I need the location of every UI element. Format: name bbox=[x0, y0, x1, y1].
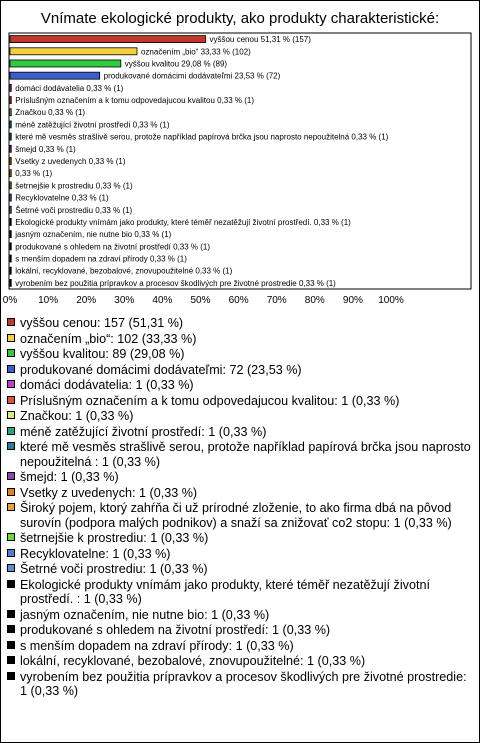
legend-swatch bbox=[7, 442, 15, 450]
bar-label-6: Príslušným označením a k tomu odpovedajucou kvalitou 0,33 % (1) bbox=[15, 96, 255, 106]
bar-17 bbox=[10, 231, 11, 238]
legend-swatch bbox=[7, 610, 15, 618]
legend-swatch bbox=[7, 549, 15, 557]
legend-item bbox=[7, 562, 473, 577]
legend-label: Šetrné voči prostrediu: 1 (0,33 %) bbox=[20, 562, 208, 576]
bar-13 bbox=[10, 182, 11, 189]
legend-item bbox=[7, 639, 473, 654]
legend-item bbox=[7, 316, 473, 331]
legend-label: produkované s ohledem na životní prostředí: 1 (0,33 %) bbox=[20, 623, 331, 637]
bar-label-19: s menším dopadem na zdraví přírody 0,33 % (1) bbox=[15, 254, 187, 264]
legend-swatch bbox=[7, 533, 15, 541]
bar-label-15: Šetrné voči prostrediu 0,33 % (1) bbox=[15, 205, 133, 215]
legend-label: Ekologické produkty vnímám jako produkty, které téměř nezatěžují životní prostředí. : 1 (0,33 %) bbox=[20, 577, 430, 606]
bar-14 bbox=[10, 194, 11, 201]
chart-title: Vnímate ekologické produkty, ako produkty charakteristické: bbox=[40, 10, 440, 27]
legend-swatch bbox=[7, 396, 15, 404]
bar-8 bbox=[10, 121, 11, 128]
x-tick-7: 70% bbox=[266, 295, 287, 306]
legend-label: označením „bio“: 102 (33,33 %) bbox=[20, 331, 197, 346]
legend-item bbox=[7, 440, 473, 469]
legend-label: Značkou: 1 (0,33 %) bbox=[20, 409, 134, 423]
legend-label: méně zatěžující životní prostředí: 1 (0,33 %) bbox=[20, 424, 267, 439]
legend-swatch bbox=[7, 656, 15, 664]
bar-label-16: Ekologické produkty vnímám jako produkty, které téměř nezatěžují životní prostředí. 0,33 % (1) bbox=[15, 217, 351, 227]
legend-label: produkované domácimi dodávateľmi: 72 (23,53 %) bbox=[20, 362, 302, 377]
bar-1 bbox=[10, 36, 205, 43]
legend-swatch bbox=[7, 411, 15, 419]
bar-label-13: šetrnejšie k prostrediu 0,33 % (1) bbox=[15, 181, 133, 191]
bar-11 bbox=[10, 158, 11, 165]
legend-swatch bbox=[7, 349, 15, 357]
x-tick-9: 90% bbox=[342, 295, 363, 306]
legend-swatch bbox=[7, 672, 15, 680]
legend-swatch bbox=[7, 365, 15, 373]
legend-label: Príslušným označením a k tomu odpovedajucou kvalitou: 1 (0,33 %) bbox=[20, 393, 400, 408]
legend-item bbox=[7, 578, 473, 607]
legend-item bbox=[7, 409, 473, 424]
legend-swatch bbox=[7, 427, 15, 435]
legend-label: s menším dopadem na zdraví přírody: 1 (0,33 %) bbox=[20, 638, 294, 653]
bar-16 bbox=[10, 218, 11, 225]
legend-item bbox=[7, 531, 473, 546]
bar-label-11: Vsetky z uvedenych 0,33 % (1) bbox=[15, 157, 126, 166]
legend-item bbox=[7, 363, 473, 378]
bar-label-14: Recyklovatelne 0,33 % (1) bbox=[15, 193, 109, 203]
bar-label-20: lokální, recyklované, bezobalové, znovupoužitelné 0,33 % (1) bbox=[15, 266, 233, 276]
bar-20 bbox=[10, 267, 11, 274]
x-tick-5: 50% bbox=[190, 295, 211, 306]
legend-item bbox=[7, 394, 473, 409]
x-tick-10: 100% bbox=[378, 295, 404, 306]
legend-item bbox=[7, 347, 473, 362]
bar-6 bbox=[10, 97, 11, 104]
legend-item bbox=[7, 470, 473, 485]
bar-10 bbox=[10, 145, 11, 152]
legend-swatch bbox=[7, 380, 15, 388]
bar-label-8: méně zatěžující životní prostředí 0,33 % (1) bbox=[15, 120, 170, 130]
bar-label-10: šmejd 0,33 % (1) bbox=[15, 144, 76, 154]
legend-label: šetrnejšie k prostrediu: 1 (0,33 %) bbox=[20, 531, 209, 545]
bar-label-9: které mě vesměs strašlivě serou, protože například papírová brčka jsou naprosto nepoužitelná 0,33 % (1) bbox=[15, 132, 389, 142]
legend-swatch bbox=[7, 488, 15, 496]
x-tick-0: 0% bbox=[2, 295, 18, 306]
legend-item bbox=[7, 332, 473, 347]
legend-swatch bbox=[7, 318, 15, 326]
bar-label-7: Značkou 0,33 % (1) bbox=[15, 108, 86, 118]
bar-label-17: jasným označením, nie nutne bio 0,33 % (1) bbox=[15, 230, 172, 240]
legend-swatch bbox=[7, 503, 15, 511]
bar-19 bbox=[10, 255, 11, 262]
bar-4 bbox=[10, 72, 100, 79]
bar-7 bbox=[10, 109, 11, 116]
bar-label-4: produkované domácimi dodávateľmi 23,53 % (72) bbox=[103, 71, 281, 81]
legend-swatch bbox=[7, 625, 15, 633]
legend-item bbox=[7, 670, 473, 699]
bar-label-3: vyššou kvalitou 29,08 % (89) bbox=[124, 59, 228, 69]
legend-swatch bbox=[7, 472, 15, 480]
legend-item bbox=[7, 425, 473, 440]
legend-swatch bbox=[7, 564, 15, 572]
bar-2 bbox=[10, 48, 137, 55]
bar-label-18: produkované s ohledem na životní prostředí 0,33 % (1) bbox=[15, 242, 211, 252]
legend-label: vyššou cenou: 157 (51,31 %) bbox=[20, 316, 184, 330]
bar-label-21: vyrobením bez použitia prípravkov a procesov škodlivých pre životné prostredie 0,33 % (1) bbox=[15, 278, 336, 288]
bar-15 bbox=[10, 206, 11, 213]
legend bbox=[7, 316, 473, 700]
x-tick-6: 60% bbox=[228, 295, 249, 306]
legend-label: jasným označením, nie nutne bio: 1 (0,33 %) bbox=[20, 607, 270, 622]
legend-item bbox=[7, 501, 473, 530]
bar-3 bbox=[10, 60, 121, 67]
legend-label: které mě vesměs strašlivě serou, protože například papírová brčka jsou naprosto nepoužitelná : 1 (0,33 %) bbox=[20, 440, 471, 469]
legend-label: domáci dodávatelia: 1 (0,33 %) bbox=[20, 378, 194, 392]
bar-chart bbox=[0, 0, 480, 312]
bar-label-12: 0,33 % (1) bbox=[15, 169, 53, 179]
legend-label: lokální, recyklované, bezobalové, znovupoužitelné: 1 (0,33 %) bbox=[20, 654, 366, 668]
legend-label: Vsetky z uvedenych: 1 (0,33 %) bbox=[20, 485, 198, 500]
bar-label-1: vyššou cenou 51,31 % (157) bbox=[209, 35, 311, 45]
bar-18 bbox=[10, 243, 11, 250]
legend-item bbox=[7, 547, 473, 562]
legend-item bbox=[7, 654, 473, 669]
x-tick-8: 80% bbox=[304, 295, 325, 306]
bar-label-2: označením „bio“ 33,33 % (102) bbox=[140, 47, 251, 57]
x-tick-4: 40% bbox=[152, 295, 173, 306]
bar-5 bbox=[10, 84, 11, 91]
legend-label: Recyklovatelne: 1 (0,33 %) bbox=[20, 546, 171, 561]
legend-item bbox=[7, 378, 473, 393]
x-tick-2: 20% bbox=[76, 295, 97, 306]
legend-swatch bbox=[7, 580, 15, 588]
legend-label: vyššou kvalitou: 89 (29,08 %) bbox=[20, 347, 185, 361]
legend-label: šmejd: 1 (0,33 %) bbox=[20, 470, 119, 484]
legend-label: Široký pojem, ktorý zahŕňa či už prírodné zloženie, to ako firma dbá na pôvod surovín (podpora malých podnikov) a snaží sa znižovať co2 stopu: 1 (0,33 %) bbox=[20, 501, 452, 530]
bar-21 bbox=[10, 279, 11, 286]
x-tick-3: 30% bbox=[114, 295, 135, 306]
bar-9 bbox=[10, 133, 11, 140]
legend-swatch bbox=[7, 641, 15, 649]
bar-12 bbox=[10, 170, 11, 177]
bar-label-5: domáci dodávatelia 0,33 % (1) bbox=[15, 83, 124, 93]
legend-swatch bbox=[7, 334, 15, 342]
x-tick-1: 10% bbox=[38, 295, 59, 306]
legend-item bbox=[7, 486, 473, 501]
legend-item bbox=[7, 608, 473, 623]
legend-item bbox=[7, 623, 473, 638]
legend-label: vyrobením bez použitia prípravkov a procesov škodlivých pre životné prostredie: 1 (0,33 %) bbox=[20, 669, 467, 698]
